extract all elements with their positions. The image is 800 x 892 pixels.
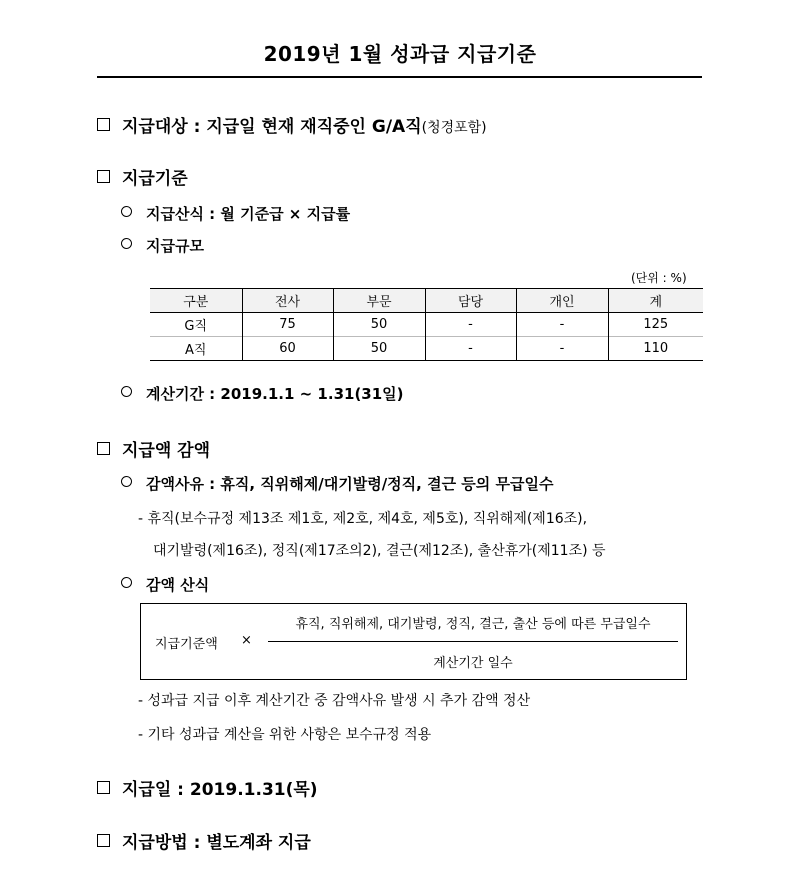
formula-multiply-sign: × [241,633,252,648]
table-cell: - [516,337,608,361]
table-cell: - [425,313,516,337]
section-payment-target-suffix: (청경포함) [421,120,487,136]
section-deduction-label: 지급액 감액 [122,441,211,461]
item-calc-period [121,383,404,404]
table-cell: - [425,337,516,361]
title-divider [97,76,702,78]
circle-bullet-icon [121,206,132,217]
section-payment-target [97,112,487,137]
circle-bullet-icon [121,386,132,397]
table-header-cell: 부문 [333,289,425,313]
section-payment-method [97,828,311,853]
item-deduction-reason [121,473,553,494]
table-cell: 75 [242,313,333,337]
square-bullet-icon [97,442,110,455]
section-payment-target-label: 지급대상 : 지급일 현재 재직중인 G/A직 [122,117,422,137]
table-row [150,337,703,361]
table-header-cell: 담당 [425,289,516,313]
item-payment-scale [121,235,204,256]
table-cell: G직 [184,319,208,334]
item-payment-formula-text: 지급산식 : 월 기준급 × 지급률 [146,205,351,223]
table-cell: - [516,313,608,337]
table-header-cell: 구분 [150,289,242,313]
deduction-detail-line-2: 대기발령(제16조), 정직(제17조의2), 결근(제12조), 출산휴가(제11조) 등 [153,543,606,559]
section-payment-criteria-label: 지급기준 [122,169,188,189]
item-calc-period-text: 계산기간 : 2019.1.1 ~ 1.31(31일) [146,385,404,403]
table-header-cell: 계 [608,289,703,313]
circle-bullet-icon [121,577,132,588]
square-bullet-icon [97,781,110,794]
circle-bullet-icon [121,476,132,487]
item-payment-formula [121,203,350,224]
item-payment-scale-text: 지급규모 [146,237,204,255]
table-cell: 125 [608,313,703,337]
formula-fraction-line [268,641,678,642]
table-header-cell: 전사 [242,289,333,313]
formula-base-amount: 지급기준액 [155,637,218,652]
deduction-note-2: - 기타 성과급 계산을 위한 사항은 보수규정 적용 [138,727,432,743]
item-deduction-reason-text: 감액사유 : 휴직, 직위해제/대기발령/정직, 결근 등의 무급일수 [146,475,554,493]
table-cell: 60 [242,337,333,361]
table-unit-note: (단위 : %) [631,271,687,285]
section-payment-date-label: 지급일 : 2019.1.31(목) [122,780,318,800]
formula-denominator: 계산기간 일수 [433,656,513,671]
table-row [150,313,703,337]
table-cell: 50 [333,313,425,337]
page-title: 2019년 1월 성과급 지급기준 [263,42,537,66]
section-deduction [97,436,210,461]
payment-rate-table [150,288,703,361]
section-payment-criteria [97,164,188,189]
item-deduction-formula [121,574,209,595]
square-bullet-icon [97,118,110,131]
deduction-note-1: - 성과급 지급 이후 계산기간 중 감액사유 발생 시 추가 감액 정산 [138,693,531,709]
section-payment-method-label: 지급방법 : 별도계좌 지급 [122,833,311,853]
table-header-cell: 개인 [516,289,608,313]
circle-bullet-icon [121,238,132,249]
table-cell: A직 [150,337,242,361]
table-cell: 110 [608,337,703,361]
deduction-detail-line-1: - 휴직(보수규정 제13조 제1호, 제2호, 제4호, 제5호), 직위해제(제16조), [138,511,588,527]
table-header-row [150,289,703,313]
formula-numerator: 휴직, 직위해제, 대기발령, 정직, 결근, 출산 등에 따른 무급일수 [295,617,651,632]
square-bullet-icon [97,834,110,847]
square-bullet-icon [97,170,110,183]
table-cell: 50 [333,337,425,361]
section-payment-date [97,775,318,800]
item-deduction-formula-text: 감액 산식 [146,576,210,594]
